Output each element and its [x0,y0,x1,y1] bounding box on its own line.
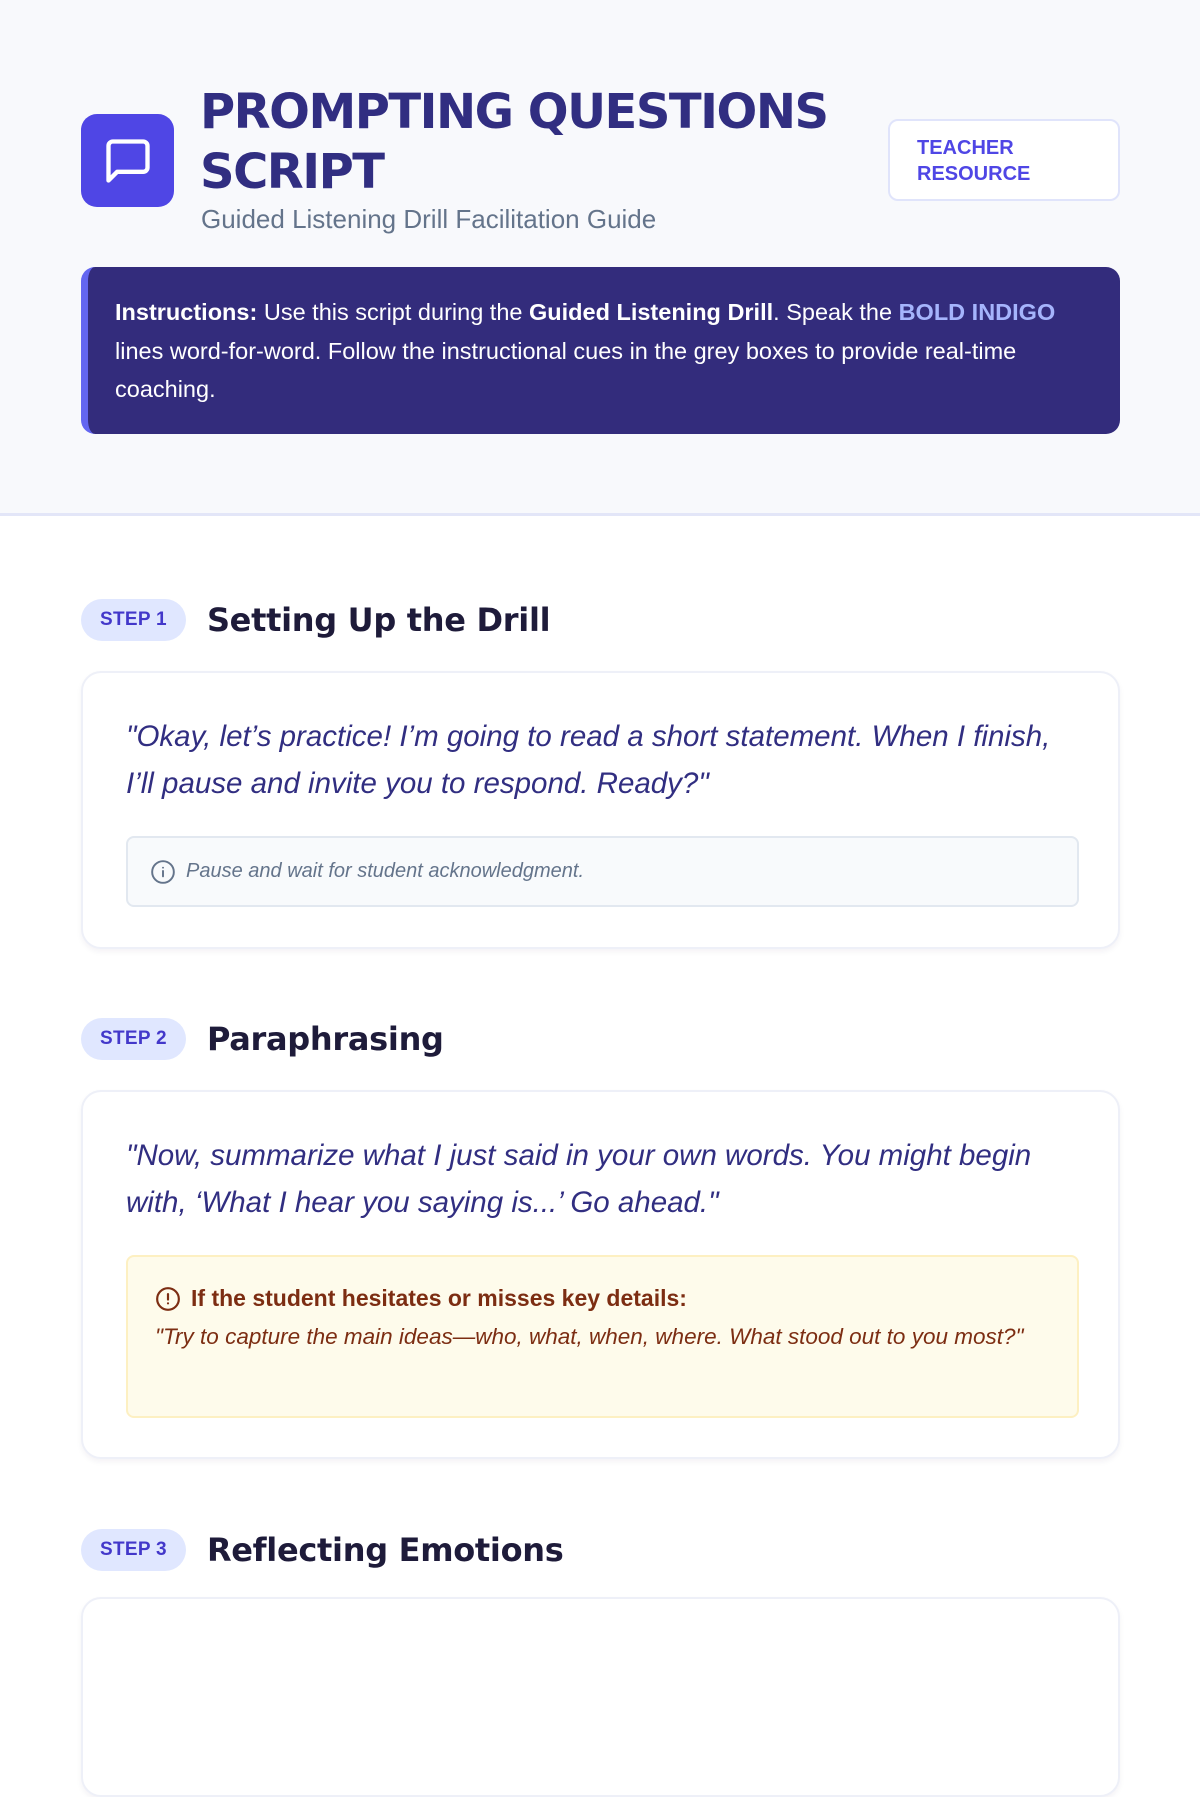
instructions-text: Use this script during the [257,299,529,325]
step-title: Paraphrasing [206,1020,444,1058]
step-title: Setting Up the Drill [206,601,551,639]
step-2-header [81,1018,444,1060]
step-badge: STEP 3 [81,1529,186,1571]
step-badge: STEP 1 [81,599,186,641]
instructions-text: lines word-for-word. Follow the instructional cues in the grey boxes to provide real-time coaching. [115,337,1017,402]
info-icon [150,859,176,885]
instructions-text: . Speak the [773,299,899,325]
instructions-highlight: BOLD INDIGO [898,299,1056,325]
page-header [0,0,1200,516]
step-badge: STEP 2 [81,1018,186,1060]
step-3-card [81,1597,1120,1797]
script-line: "Okay, let’s practice! I’m going to read a short statement. When I finish, I’ll pause and invite you to respond. Ready?" [126,720,1051,800]
step-2-card [81,1090,1120,1459]
step-title: Reflecting Emotions [206,1531,564,1569]
step-3-header [81,1529,564,1571]
step-1-card [81,671,1120,949]
step-1-header [81,599,550,641]
page-subtitle: Guided Listening Drill Facilitation Guide [201,204,657,234]
instructions-banner [81,267,1120,434]
callout-text: "Try to capture the main ideas—who, what, when, where. What stood out to you most?" [155,1324,1024,1349]
teacher-resource-badge: TEACHER RESOURCE [888,119,1120,201]
cue-text: Pause and wait for student acknowledgment. [186,860,585,882]
callout-title: If the student hesitates or misses key details: [191,1285,687,1311]
page-title: PROMPTING QUESTIONS SCRIPT [200,84,828,200]
instructions-label: Instructions: [115,299,258,325]
coaching-callout [126,1255,1079,1418]
alert-circle-icon [155,1286,181,1312]
callout-header [155,1285,1047,1312]
script-line: "Now, summarize what I just said in your own words. You might begin with, ‘What I hear you saying is...’ Go ahead." [126,1139,1032,1219]
instructional-cue [126,836,1079,907]
message-square-icon [102,135,154,187]
instructions-drill-name: Guided Listening Drill [529,299,774,325]
logo [81,114,174,207]
